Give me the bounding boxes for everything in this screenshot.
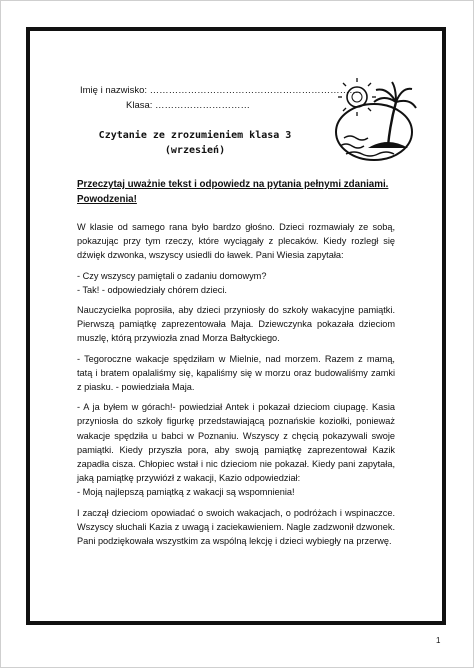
- worksheet-title: [90, 128, 300, 158]
- instruction: Przeczytaj uważnie tekst i odpowiedz na pytania pełnymi zdaniami. Powodzenia!: [77, 179, 389, 205]
- paragraph: - A ja byłem w górach!- powiedział Antek i pokazał dzieciom ciupagę. Kasia przyniosła do szkoły figurkę przedstawiającą poznańskie koziołki, ponieważ wakacje spędziła u babci w Poznaniu. Wszyscy z chęcią pokazywali swoje pamiątki. Kiedy przyszła pora, aby swoją pamiątkę zaprezentował Kazik zapadła cisza. Chłopiec wstał i nic dzieciom nie pokazał. Kiedy pani zapytała, jaką pamiątkę przywiózł z wakacji, Kazio odpowiedział:: [77, 402, 395, 484]
- dialogue-line: - Tak! - odpowiedziały chórem dzieci.: [77, 284, 227, 295]
- title-line: Czytanie ze zrozumieniem klasa 3: [98, 130, 292, 141]
- title-subline: (wrzesień): [164, 145, 226, 156]
- paragraph: I zaczął dzieciom opowiadać o swoich wakacjach, o podróżach i wspinaczce. Wszyscy słuchali Kazia z uwagą i zaciekawieniem. Nagle zadzwonił dzwonek. Pani podziękowała wszystkim za wspólną lekcję i dzieci wybiegły na przerwę.: [77, 507, 395, 547]
- paragraph: Nauczycielka poprosiła, aby dzieci przyniosły do szkoły wakacyjne pamiątki. Pierwszą pamiątkę zaprezentowała Maja. Dziewczynka pokazała dzieciom muszlę, którą przywiozła znad Morza Bałtyckiego.: [77, 305, 395, 344]
- island-sun-palm-icon: [330, 72, 420, 172]
- student-fields: [80, 83, 361, 113]
- dialogue-line: - Moją najlepszą pamiątką z wakacji są wspomnienia!: [77, 487, 295, 498]
- paragraph: W klasie od samego rana było bardzo głośno. Dzieci rozmawiały ze sobą, pokazując przy tym rzeczy, które wyciągały z plecaków. Kiedy rozległ się dźwięk dzwonka, wszyscy usiedli do ławek. Pani Wiesia zapytała:: [77, 222, 395, 261]
- paragraph: - Tegoroczne wakacje spędziłam w Mielnie, nad morzem. Razem z mamą, tatą i bratem opalaliśmy się, kąpaliśmy się w morzu oraz budowaliśmy zamki z piasku. - powiedziała Maja.: [77, 353, 395, 393]
- page-number: 1: [436, 636, 441, 645]
- dialogue-line: - Czy wszyscy pamiętali o zadaniu domowym?: [77, 270, 267, 281]
- story-text: [77, 220, 395, 554]
- name-field: Imię i nazwisko: ………………………………………………………….: [80, 85, 362, 96]
- class-field: Klasa: …………………………: [126, 100, 251, 111]
